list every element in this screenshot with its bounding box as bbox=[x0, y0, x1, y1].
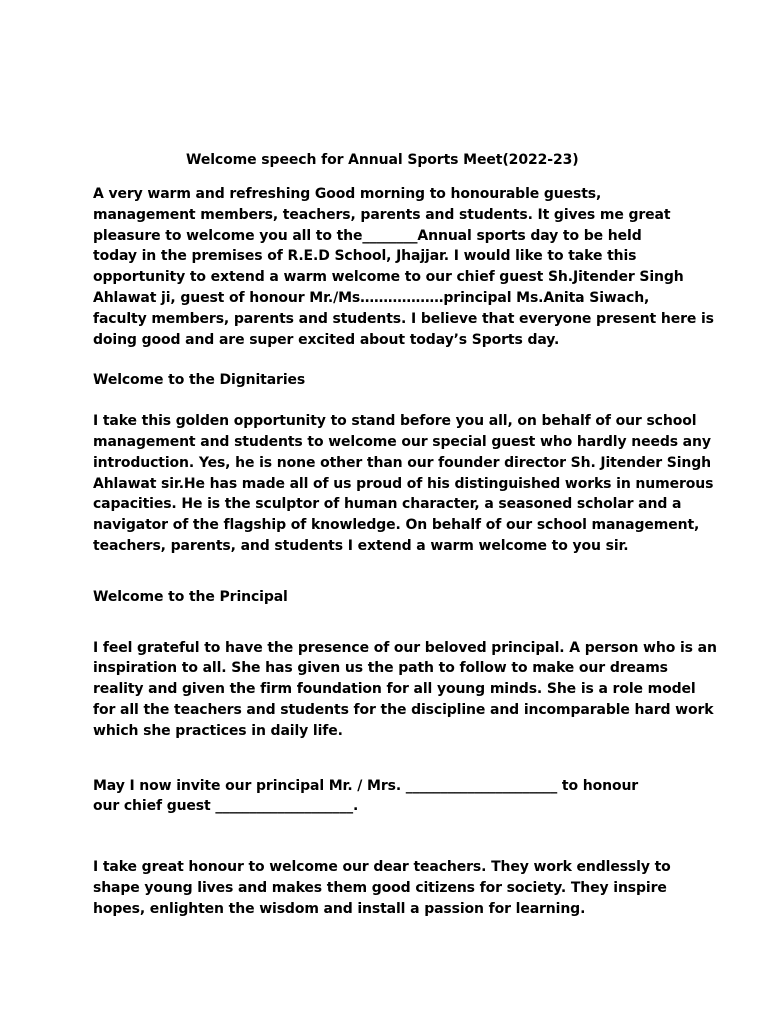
text-line: doing good and are super excited about today’s Sports day. bbox=[93, 331, 560, 348]
intro-paragraph bbox=[93, 184, 714, 350]
text-line: for all the teachers and students for the discipline and incomparable hard work bbox=[93, 701, 714, 718]
text-line: Ahlawat sir.He has made all of us proud of his distinguished works in numerous bbox=[93, 475, 714, 492]
text-line: navigator of the flagship of knowledge. On behalf of our school management, bbox=[93, 517, 700, 534]
section-heading-dignitaries bbox=[93, 370, 693, 391]
dignitaries-paragraph bbox=[93, 411, 714, 557]
text-line: faculty members, parents and students. I believe that everyone present here is bbox=[93, 310, 714, 327]
text-line: I feel grateful to have the presence of our beloved principal. A person who is an bbox=[93, 639, 717, 656]
text-line: A very warm and refreshing Good morning to honourable guests, bbox=[93, 186, 602, 202]
text-line: reality and given the firm foundation for all young minds. She is a role model bbox=[93, 681, 696, 698]
section-heading-principal bbox=[93, 587, 693, 608]
text-line: I take this golden opportunity to stand before you all, on behalf of our school bbox=[93, 413, 697, 430]
text-line: May I now invite our principal Mr. / Mrs. ______________________ to honour bbox=[93, 777, 639, 794]
heading-text: Welcome to the Principal bbox=[93, 588, 288, 605]
text-line: introduction. Yes, he is none other than our founder director Sh. Jitender Singh bbox=[93, 454, 712, 471]
text-line: capacities. He is the sculptor of human character, a seasoned scholar and a bbox=[93, 496, 682, 513]
text-line: inspiration to all. She has given us the path to follow to make our dreams bbox=[93, 660, 668, 677]
document-title: Welcome speech for Annual Sports Meet(2022-23) bbox=[186, 152, 579, 168]
text-line: management members, teachers, parents and students. It gives me great bbox=[93, 206, 671, 223]
document-body bbox=[93, 184, 717, 920]
text-line: today in the premises of R.E.D School, Jhajjar. I would like to take this bbox=[93, 248, 637, 265]
invite-paragraph bbox=[93, 776, 693, 818]
teachers-paragraph bbox=[93, 857, 693, 919]
text-line: pleasure to welcome you all to the________Annual sports day to be held bbox=[93, 227, 642, 244]
principal-paragraph bbox=[93, 638, 717, 742]
text-line: Ahlawat ji, guest of honour Mr./Ms………………principal Ms.Anita Siwach, bbox=[93, 289, 650, 306]
heading-text: Welcome to the Dignitaries bbox=[93, 372, 306, 389]
text-line: I take great honour to welcome our dear teachers. They work endlessly to bbox=[93, 859, 671, 876]
text-line: shape young lives and makes them good citizens for society. They inspire bbox=[93, 879, 667, 896]
text-line: management and students to welcome our special guest who hardly needs any bbox=[93, 433, 711, 450]
text-line: our chief guest ____________________. bbox=[93, 798, 359, 815]
text-line: opportunity to extend a warm welcome to our chief guest Sh.Jitender Singh bbox=[93, 269, 684, 286]
text-line: hopes, enlighten the wisdom and install a passion for learning. bbox=[93, 900, 586, 917]
text-line: which she practices in daily life. bbox=[93, 722, 343, 739]
text-line: teachers, parents, and students I extend a warm welcome to you sir. bbox=[93, 537, 629, 554]
